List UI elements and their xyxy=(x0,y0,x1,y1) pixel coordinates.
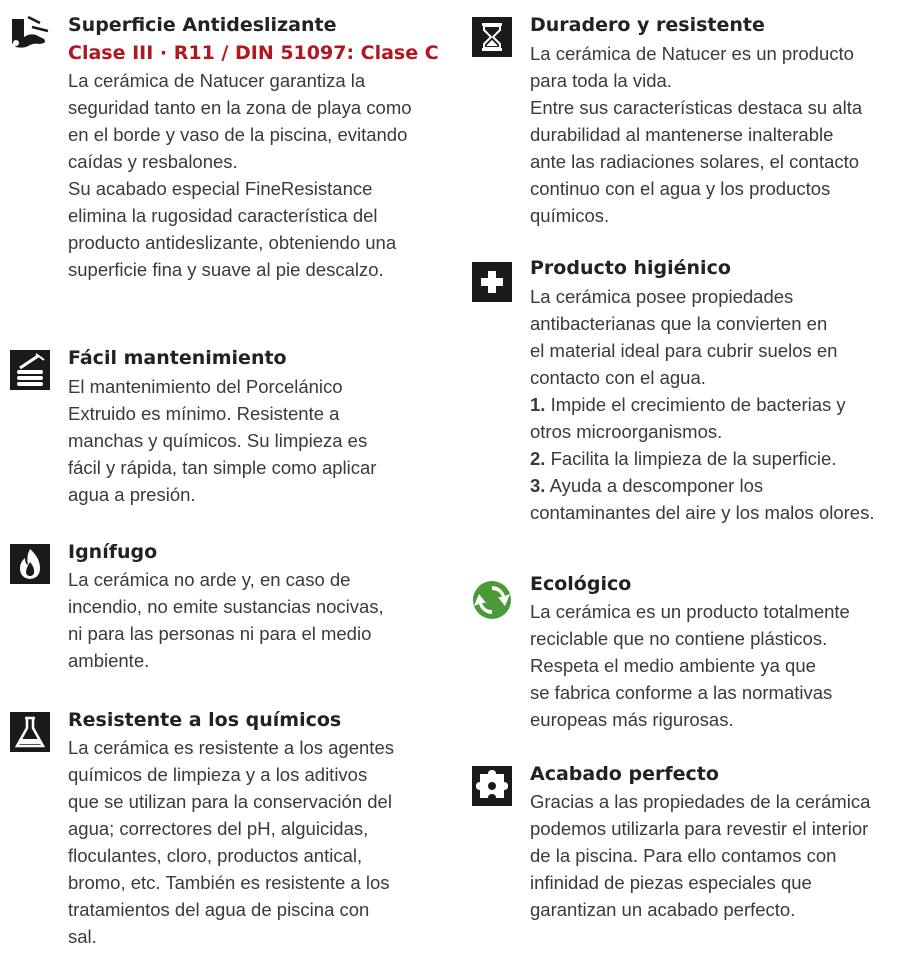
text-line: manchas y químicos. Su limpieza es xyxy=(68,430,368,451)
feature-title: Acabado perfecto xyxy=(530,763,719,785)
flame-icon xyxy=(10,544,50,584)
text-line: Su acabado especial FineResistance xyxy=(68,178,373,199)
item-number: 3. xyxy=(530,475,546,496)
text-line: ante las radiaciones solares, el contacto xyxy=(530,151,860,172)
feature-title: Ignífugo xyxy=(68,541,158,563)
item-number: 1. xyxy=(530,394,546,415)
text-line: Extruido es mínimo. Resistente a xyxy=(68,403,340,424)
feature-description xyxy=(68,373,376,508)
text-line: ambiente. xyxy=(68,650,150,671)
feature-title: Ecológico xyxy=(530,573,632,595)
puzzle-icon xyxy=(472,766,512,806)
text-line: incendio, no emite sustancias nocivas, xyxy=(68,596,384,617)
item-number: 2. xyxy=(530,448,546,469)
text-line: La cerámica es un producto totalmente xyxy=(530,601,850,622)
text-line: La cerámica de Natucer garantiza la xyxy=(68,70,366,91)
text-line: químicos. xyxy=(530,205,610,226)
text-line: caídas y resbalones. xyxy=(68,151,238,172)
cleaning-icon xyxy=(10,350,50,390)
text-line: antibacterianas que la convierten en xyxy=(530,313,828,334)
text-line: agua a presión. xyxy=(68,484,196,505)
feature-perfect-finish xyxy=(530,762,870,923)
feature-description xyxy=(68,67,439,283)
text-line: se fabrica conforme a las normativas xyxy=(530,682,833,703)
feature-slip-resistant xyxy=(68,13,439,283)
text-line: El mantenimiento del Porcelánico xyxy=(68,376,343,397)
text-line: infinidad de piezas especiales que xyxy=(530,872,812,893)
text-line: garantizan un acabado perfecto. xyxy=(530,899,796,920)
text-line: el material ideal para cubrir suelos en xyxy=(530,340,838,361)
text-line: otros microorganismos. xyxy=(530,421,723,442)
text-line: La cerámica es resistente a los agentes xyxy=(68,737,394,758)
text-line: sal. xyxy=(68,926,97,947)
slip-foot-icon xyxy=(10,13,50,53)
text-line: químicos de limpieza y a los aditivos xyxy=(68,764,368,785)
text-line: La cerámica no arde y, en caso de xyxy=(68,569,351,590)
item-text: Impide el crecimiento de bacterias y xyxy=(550,394,846,415)
list-item xyxy=(530,445,874,472)
text-line: Respeta el medio ambiente ya que xyxy=(530,655,816,676)
text-line: para toda la vida. xyxy=(530,70,672,91)
feature-title: Resistente a los químicos xyxy=(68,709,342,731)
text-line: en el borde y vaso de la piscina, evitando xyxy=(68,124,408,145)
text-line: bromo, etc. También es resistente a los xyxy=(68,872,390,893)
text-line: tratamientos del agua de piscina con xyxy=(68,899,370,920)
feature-title: Producto higiénico xyxy=(530,257,731,279)
feature-fireproof xyxy=(68,540,384,674)
list-item xyxy=(530,391,874,418)
item-text: Facilita la limpieza de la superficie. xyxy=(550,448,837,469)
text-line: seguridad tanto en la zona de playa como xyxy=(68,97,412,118)
text-line: Entre sus características destaca su alta xyxy=(530,97,863,118)
feature-hygienic xyxy=(530,256,874,526)
text-line: La cerámica posee propiedades xyxy=(530,286,794,307)
feature-description xyxy=(68,566,384,674)
feature-description xyxy=(530,598,850,733)
text-line: producto antideslizante, obteniendo una xyxy=(68,232,397,253)
text-line: podemos utilizarla para revestir el interior xyxy=(530,818,869,839)
item-text: Ayuda a descomponer los xyxy=(549,475,764,496)
text-line: contaminantes del aire y los malos olores. xyxy=(530,502,875,523)
text-line: ni para las personas ni para el medio xyxy=(68,623,372,644)
feature-durable xyxy=(530,13,862,229)
text-line: europeas más rigurosas. xyxy=(530,709,734,730)
feature-chemical-resistant xyxy=(68,708,394,950)
text-line: de la piscina. Para ello contamos con xyxy=(530,845,837,866)
feature-title: Duradero y resistente xyxy=(530,14,765,36)
feature-easy-maintenance xyxy=(68,346,376,508)
text-line: durabilidad al mantenerse inalterable xyxy=(530,124,834,145)
text-line: reciclable que no contiene plásticos. xyxy=(530,628,828,649)
feature-ecological xyxy=(530,572,850,733)
feature-description xyxy=(530,40,862,229)
text-line: contacto con el agua. xyxy=(530,367,706,388)
feature-description xyxy=(530,788,870,923)
feature-description xyxy=(530,283,874,526)
text-line: La cerámica de Natucer es un producto xyxy=(530,43,854,64)
text-line: que se utilizan para la conservación del xyxy=(68,791,392,812)
plus-icon xyxy=(472,262,512,302)
text-line: elimina la rugosidad característica del xyxy=(68,205,378,226)
text-line: agua; correctores del pH, alguicidas, xyxy=(68,818,369,839)
list-item xyxy=(530,472,874,499)
feature-title: Superficie Antideslizante xyxy=(68,14,337,36)
text-line: fácil y rápida, tan simple como aplicar xyxy=(68,457,377,478)
text-line: continuo con el agua y los productos xyxy=(530,178,831,199)
text-line: Gracias a las propiedades de la cerámica xyxy=(530,791,871,812)
recycle-icon xyxy=(472,580,512,620)
text-line: floculantes, cloro, productos antical, xyxy=(68,845,363,866)
feature-description xyxy=(68,734,394,950)
flask-icon xyxy=(10,712,50,752)
feature-subtitle: Clase III · R11 / DIN 51097: Clase C xyxy=(68,42,439,64)
text-line: superficie fina y suave al pie descalzo. xyxy=(68,259,384,280)
hourglass-icon xyxy=(472,17,512,57)
feature-title: Fácil mantenimiento xyxy=(68,347,287,369)
